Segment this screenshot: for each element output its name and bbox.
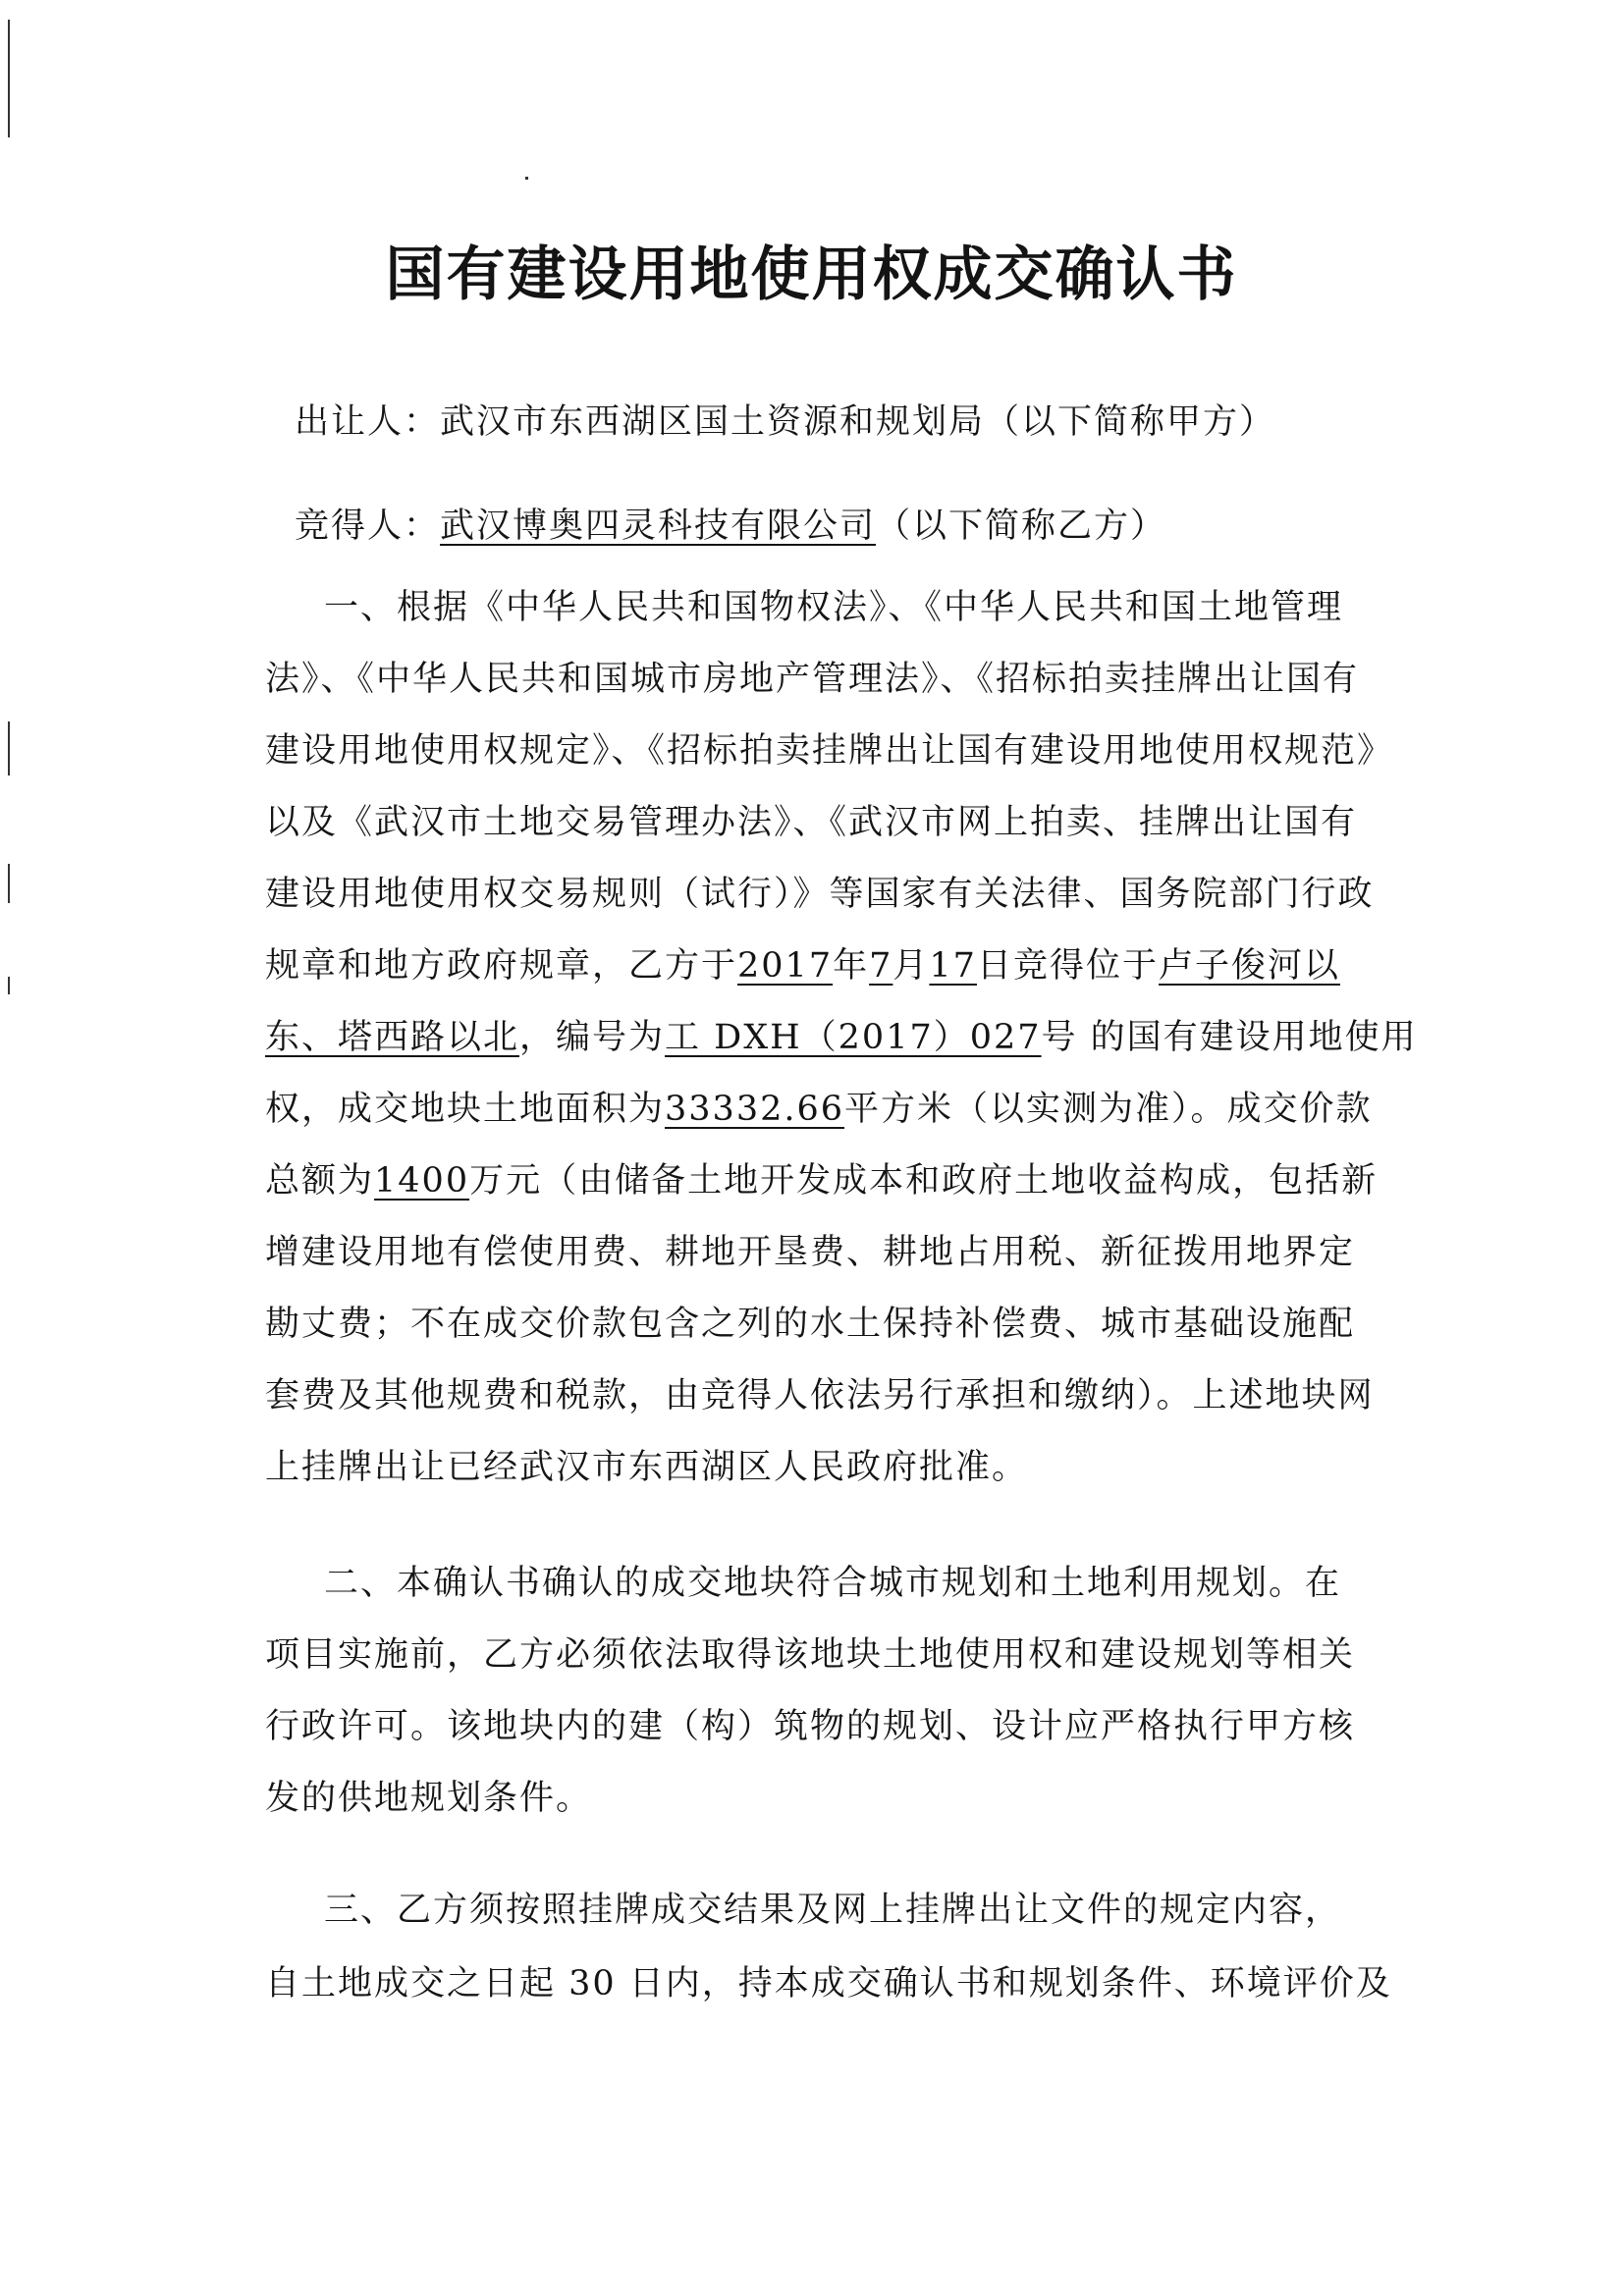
scan-mark — [8, 864, 10, 903]
scan-mark — [8, 721, 10, 775]
text-fragment: 平方米（以实测为准）。成交价款 — [844, 1090, 1373, 1129]
deal-month: 7 — [869, 946, 893, 986]
assignor-line — [295, 395, 1275, 450]
section1-line: 法》、《中华人民共和国城市房地产管理法》、《招标拍卖挂牌出让国有 — [265, 660, 1360, 699]
text-fragment: 日竞得位于 — [976, 946, 1159, 986]
parcel-area: 33332.66 — [665, 1090, 845, 1129]
section1-line: 一、根据《中华人民共和国物权法》、《中华人民共和国土地管理 — [324, 588, 1344, 627]
section3-line: 自土地成交之日起 30 日内，持本成交确认书和规划条件、环境评价及 — [265, 1964, 1392, 2003]
winner-label: 竞得人： — [295, 507, 441, 546]
deal-year: 2017 — [737, 946, 834, 986]
text-fragment: 规章和地方政府规章，乙方于 — [265, 946, 738, 986]
section1-line: 建设用地使用权规定》、《招标拍卖挂牌出让国有建设用地使用权规范》 — [265, 731, 1394, 771]
winner-name: 武汉博奥四灵科技有限公司 — [440, 507, 877, 546]
section1-line: 增建设用地有偿使用费、耕地开垦费、耕地占用税、新征拨用地界定 — [265, 1233, 1356, 1272]
section2-line: 发的供地规划条件。 — [265, 1779, 593, 1818]
section1-line: 套费及其他规费和税款，由竞得人依法另行承担和缴纳）。上述地块网 — [265, 1376, 1375, 1415]
section2-line: 行政许可。该地块内的建（构）筑物的规划、设计应严格执行甲方核 — [265, 1707, 1356, 1746]
scan-mark — [8, 20, 10, 137]
scan-mark — [525, 177, 528, 180]
section1-line: 勘丈费；不在成交价款包含之列的水土保持补偿费、城市基础设施配 — [265, 1305, 1356, 1344]
text-fragment: ，编号为 — [519, 1018, 666, 1057]
scan-mark — [8, 977, 10, 994]
section1-line — [265, 1010, 1418, 1065]
text-fragment: 年 — [833, 946, 870, 986]
parcel-number: 工 DXH（2017）027 — [665, 1018, 1042, 1057]
parcel-location: 卢子俊河以 — [1158, 946, 1340, 986]
assignor-name: 武汉市东西湖区国土资源和规划局 — [440, 402, 986, 442]
parcel-location: 东、塔西路以北 — [265, 1018, 520, 1057]
section3-line: 三、乙方须按照挂牌成交结果及网上挂牌出让文件的规定内容， — [324, 1891, 1342, 1930]
text-fragment: 权，成交地块土地面积为 — [265, 1090, 666, 1129]
winner-line — [295, 499, 1166, 554]
text-fragment: 号 的国有建设用地使用 — [1041, 1018, 1418, 1057]
assignor-suffix: （以下简称甲方） — [985, 402, 1276, 442]
section1-line: 上挂牌出让已经武汉市东西湖区人民政府批准。 — [265, 1448, 1029, 1487]
text-fragment: 总额为 — [265, 1161, 375, 1201]
section1-line: 以及《武汉市土地交易管理办法》、《武汉市网上拍卖、挂牌出让国有 — [265, 803, 1358, 842]
section1-line — [265, 938, 1340, 993]
section2-line: 项目实施前，乙方必须依法取得该地块土地使用权和建设规划等相关 — [265, 1635, 1356, 1675]
deal-day: 17 — [929, 946, 977, 986]
section1-line — [265, 1153, 1378, 1208]
text-fragment: 月 — [893, 946, 930, 986]
winner-suffix: （以下简称乙方） — [876, 507, 1167, 546]
document-title: 国有建设用地使用权成交确认书 — [385, 240, 1238, 309]
section2-line: 二、本确认书确认的成交地块符合城市规划和土地利用规划。在 — [324, 1564, 1342, 1603]
text-fragment: 万元（由储备土地开发成本和政府土地收益构成，包括新 — [469, 1161, 1379, 1201]
deal-price: 1400 — [374, 1161, 470, 1201]
section1-line: 建设用地使用权交易规则（试行）》等国家有关法律、国务院部门行政 — [265, 875, 1375, 914]
assignor-label: 出让人： — [295, 402, 441, 442]
section1-line — [265, 1082, 1373, 1137]
